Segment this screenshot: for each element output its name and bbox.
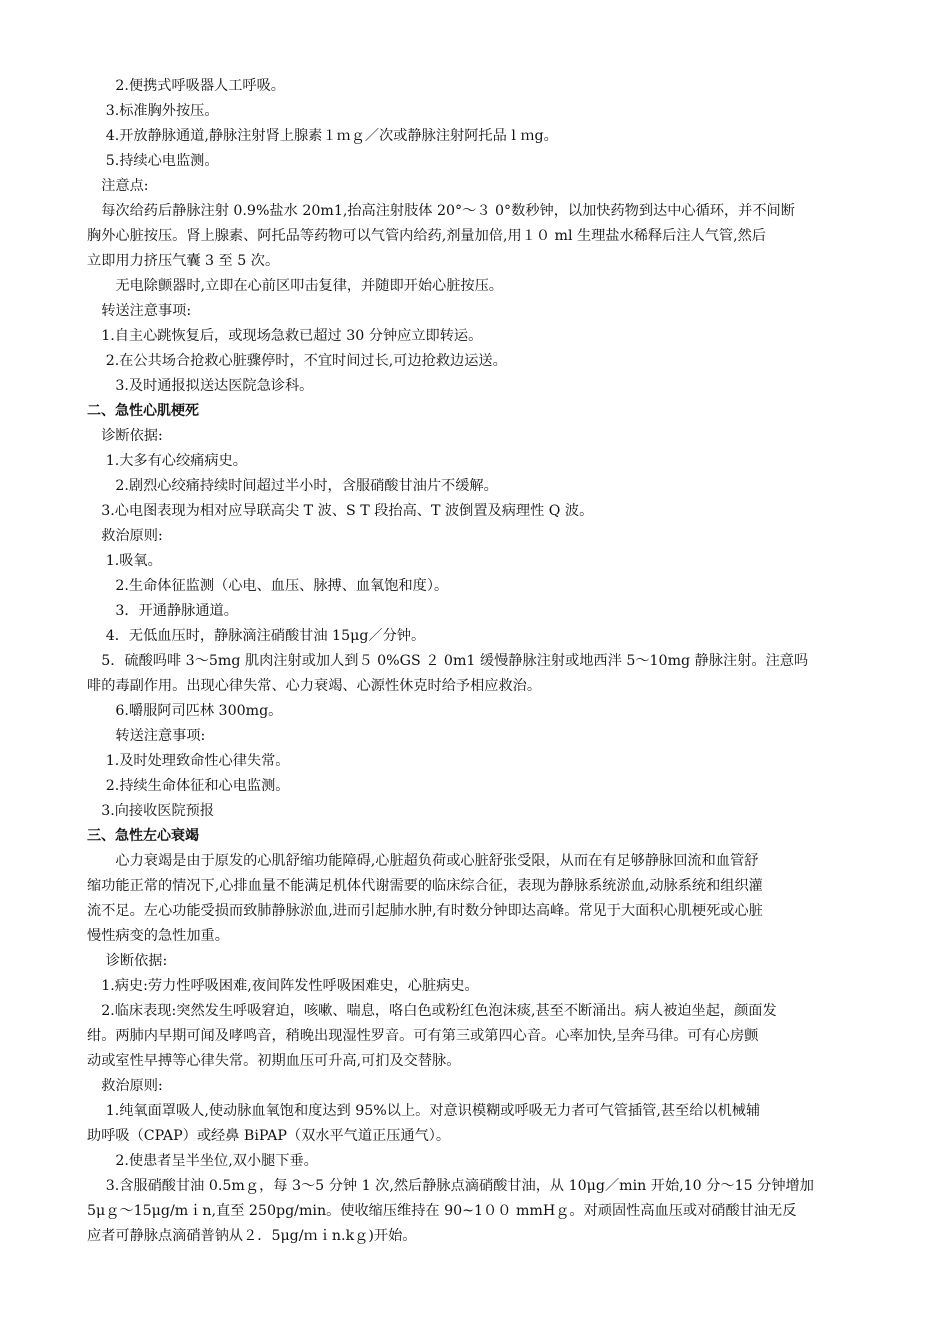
section-heading: 三、急性左心衰竭 xyxy=(87,828,199,844)
text-line: 立即用力挤压气囊 3 至 5 次。 xyxy=(87,253,280,269)
text-line: 1.自主心跳恢复后，或现场急救已超过 30 分钟应立即转运。 xyxy=(87,328,483,344)
text-line: 救治原则: xyxy=(87,1078,163,1094)
text-line: 动或室性早搏等心律失常。初期血压可升高,可扪及交替脉。 xyxy=(87,1053,461,1069)
text-line: 2.临床表现:突然发生呼吸窘迫，咳嗽、喘息，咯白色或粉红色泡沫痰,甚至不断涌出。病人被迫坐起，颜面发 xyxy=(87,1003,777,1019)
text-line: 3.及时通报拟送达医院急诊科。 xyxy=(87,378,314,394)
text-line: 转送注意事项: xyxy=(87,728,206,744)
text-line: 慢性病变的急性加重。 xyxy=(87,928,229,944)
text-line: 3.心电图表现为相对应导联高尖 T 波、S T 段抬高、T 波倒置及病理性 Q 波。 xyxy=(87,503,594,519)
text-line: 4.开放静脉通道,静脉注射肾上腺素１ｍｇ／次或静脉注射阿托品 l ｍg。 xyxy=(87,128,558,144)
text-line: 4．无低血压时，静脉滴注硝酸甘油 15μg／分钟。 xyxy=(87,628,426,644)
text-line: 2.使患者呈半坐位,双小腿下垂。 xyxy=(87,1153,318,1169)
text-line: 1.病史:劳力性呼吸困难,夜间阵发性呼吸困难史，心脏病史。 xyxy=(87,978,479,994)
text-line: 绀。两肺内早期可闻及哮鸣音，稍晚出现湿性罗音。可有第三或第四心音。心率加快,呈奔马律。可有心房颤 xyxy=(87,1028,759,1044)
text-line: 3.标准胸外按压。 xyxy=(87,103,219,119)
text-line: 5.持续心电监测。 xyxy=(87,153,219,169)
text-line: 6.嚼服阿司匹林 300mg。 xyxy=(87,703,283,719)
text-line: 心力衰竭是由于原发的心肌舒缩功能障碍,心脏超负荷或心脏舒张受限，从而在有足够静脉回流和血管舒 xyxy=(87,853,759,869)
text-line: 啡的毒副作用。出现心律失常、心力衰竭、心源性休克时给予相应救治。 xyxy=(87,678,542,694)
text-line: 每次给药后静脉注射 0.9%盐水 20m1,抬高注射肢体 20°～３ 0°数秒钟，以加快药物到达中心循环，并不间断 xyxy=(87,203,795,219)
text-line: 流不足。左心功能受损而致肺静脉淤血,进而引起肺水肿,有时数分钟即达高峰。常见于大面积心肌梗死或心脏 xyxy=(87,903,763,919)
text-line: 缩功能正常的情况下,心排血量不能满足机体代谢需要的临床综合征，表现为静脉系统淤血,动脉系统和组织灌 xyxy=(87,878,763,894)
text-line: 5μｇ～15μg/mｉn,直至 250pg/min。使收缩压维持在 90~1００ mmHｇ。对顽固性高血压或对硝酸甘油无反 xyxy=(87,1203,797,1219)
text-line: 1.大多有心绞痛病史。 xyxy=(87,453,247,469)
text-line: 1.纯氧面罩吸人,使动脉血氧饱和度达到 95%以上。对意识模糊或呼吸无力者可气管插管,甚至给以机械辅 xyxy=(87,1103,761,1119)
text-line: 3.含服硝酸甘油 0.5mｇ，每 3～5 分钟 1 次,然后静脉点滴硝酸甘油，从 10μg／min 开始,10 分～15 分钟增加 xyxy=(87,1178,814,1194)
text-line: 2.在公共场合抢救心脏骤停时，不宜时间过长,可边抢救边运送。 xyxy=(87,353,507,369)
text-line: 助呼吸（CPAP）或经鼻 BiPAP（双水平气道正压通气）。 xyxy=(87,1128,451,1144)
text-line: 5．硫酸吗啡 3～5mg 肌肉注射或加人到５ 0%GS ２ 0m1 缓慢静脉注射或地西泮 5～10mg 静脉注射。注意吗 xyxy=(87,653,809,669)
text-line: 应者可静脉点滴硝普钠从２．5μg/ｍｉn.kｇ)开始。 xyxy=(87,1228,417,1244)
text-line: 诊断依据: xyxy=(87,953,168,969)
text-line: 2.持续生命体征和心电监测。 xyxy=(87,778,290,794)
text-line: 注意点: xyxy=(87,178,149,194)
text-line: 3．开通静脉通道。 xyxy=(87,603,238,619)
text-line: 胸外心脏按压。肾上腺素、阿托品等药物可以气管内给药,剂量加倍,用１０ ml 生理盐水稀释后注人气管,然后 xyxy=(87,228,766,244)
text-line: 1.及时处理致命性心律失常。 xyxy=(87,753,290,769)
text-line: 无电除颤器时,立即在心前区叩击复律，并随即开始心脏按压。 xyxy=(87,278,503,294)
text-line: 3.向接收医院预报 xyxy=(87,803,215,819)
section-heading: 二、急性心肌梗死 xyxy=(87,403,199,419)
text-line: 1.吸氧。 xyxy=(87,553,162,569)
text-line: 救治原则: xyxy=(87,528,163,544)
text-line: 2.便携式呼吸器人工呼吸。 xyxy=(87,78,285,94)
text-line: 2.生命体征监测（心电、血压、脉搏、血氧饱和度）。 xyxy=(87,578,449,594)
text-line: 诊断依据: xyxy=(87,428,163,444)
text-line: 转送注意事项: xyxy=(87,303,192,319)
text-line: 2.剧烈心绞痛持续时间超过半小时，含服硝酸甘油片不缓解。 xyxy=(87,478,498,494)
